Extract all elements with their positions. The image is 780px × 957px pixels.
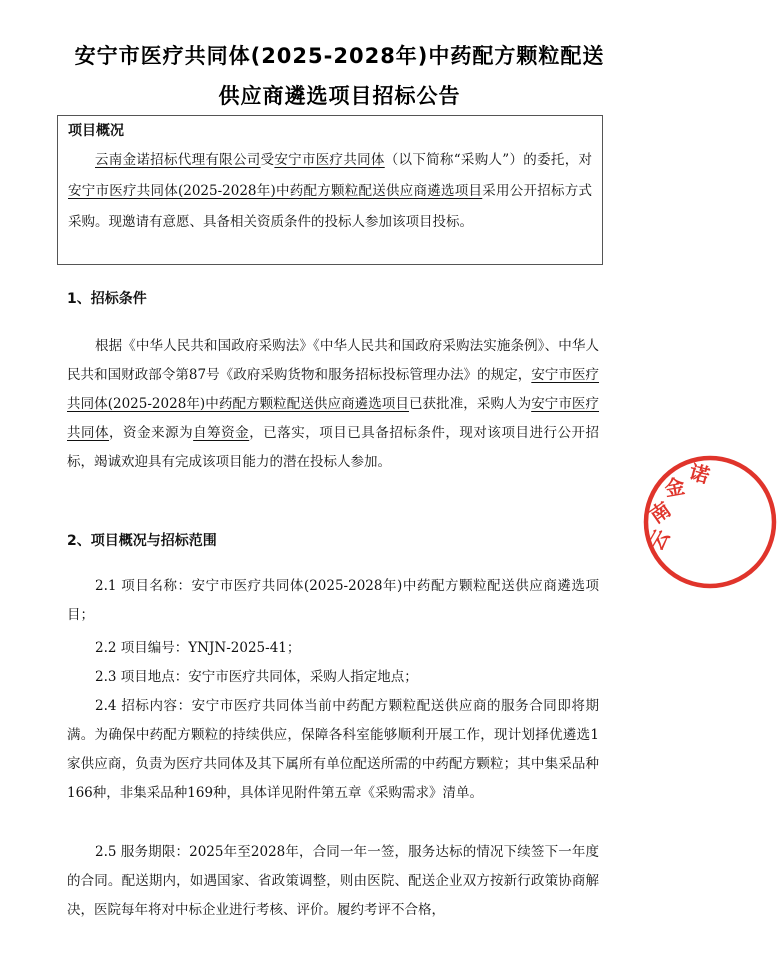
section1-heading: 1、招标条件 [67,291,147,307]
item-service-period: 2.5 服务期限：2025年至2028年，合同一年一签，服务达标的情况下续签下一年度的合同。配送期内，如遇国家、省政策调整，则由医院、配送企业双方按新行政策协商解决，医院每年将对中标企业进行考核、评价。履约考评不合格， [67,844,599,918]
section1-text-d: ，已落实，项目已具备招标条件，现对该项目进行公开招标，竭诚欢迎具有完成该项目能力的潜在投标人参加。 [67,425,600,470]
overview-box [57,115,603,265]
purchaser-name: 安宁市医疗共同体 [274,152,385,168]
item-tender-content: 2.4 招标内容：安宁市医疗共同体当前中药配方颗粒配送供应商的服务合同即将期满。为确保中药配方颗粒的持续供应，保障各科室能够顺利开展工作，现计划择优遴选1家供应商，负责为医疗共同体及其下属所有单位配送所需的中药配方颗粒；其中集采品种166种，非集采品种169种，具体详见附件第五章《采购需求》清单。 [67,698,599,801]
seal-lettering [644,459,713,554]
section1-project-name: 安宁市医疗共同体(2025-2028年)中药配方颗粒配送供应商遴选项目 [67,367,600,412]
document-title-line2: 供应商遴选项目招标公告 [218,84,461,108]
section1-purchaser-name: 安宁市医疗共同体 [67,396,600,441]
funding-source: 自筹资金 [193,425,250,441]
agency-name: 云南金诺招标代理有限公司 [95,152,261,168]
overview-heading: 项目概况 [68,123,124,139]
company-seal [640,452,780,592]
overview-text-a: 受 [260,152,275,168]
section1-text-b: 已获批准，采购人为 [408,396,532,412]
section1-text-c: ，资金来源为 [109,425,194,441]
document-title-line1: 安宁市医疗共同体(2025-2028年)中药配方颗粒配送 [74,44,605,68]
overview-text-c: 采用公开招标方式采购。现邀请有意愿、具备相关资质条件的投标人参加该项目投标。 [68,183,593,230]
project-name: 安宁市医疗共同体(2025-2028年)中药配方颗粒配送供应商遴选项目 [68,183,483,199]
item-project-location: 2.3 项目地点：安宁市医疗共同体，采购人指定地点； [95,669,418,685]
overview-paragraph [68,145,592,238]
svg-text:金: 金 [662,473,687,501]
item-project-number: 2.2 项目编号：YNJN-2025-41； [95,640,301,656]
section1-text-a: 根据《中华人民共和国政府采购法》《中华人民共和国政府采购法实施条例》、中华人民共和国财政部令第87号《政府采购货物和服务招标投标管理办法》的规定， [67,338,599,383]
item-project-name: 2.1 项目名称：安宁市医疗共同体(2025-2028年)中药配方颗粒配送供应商遴选项目； [67,578,599,623]
svg-text:诺: 诺 [686,459,713,489]
svg-text:南: 南 [645,496,676,529]
overview-text-b: （以下简称“采购人”）的委托，对 [384,152,592,168]
section1-paragraph [67,332,599,477]
svg-text:云: 云 [643,525,675,555]
section2-heading: 2、项目概况与招标范围 [67,533,217,549]
